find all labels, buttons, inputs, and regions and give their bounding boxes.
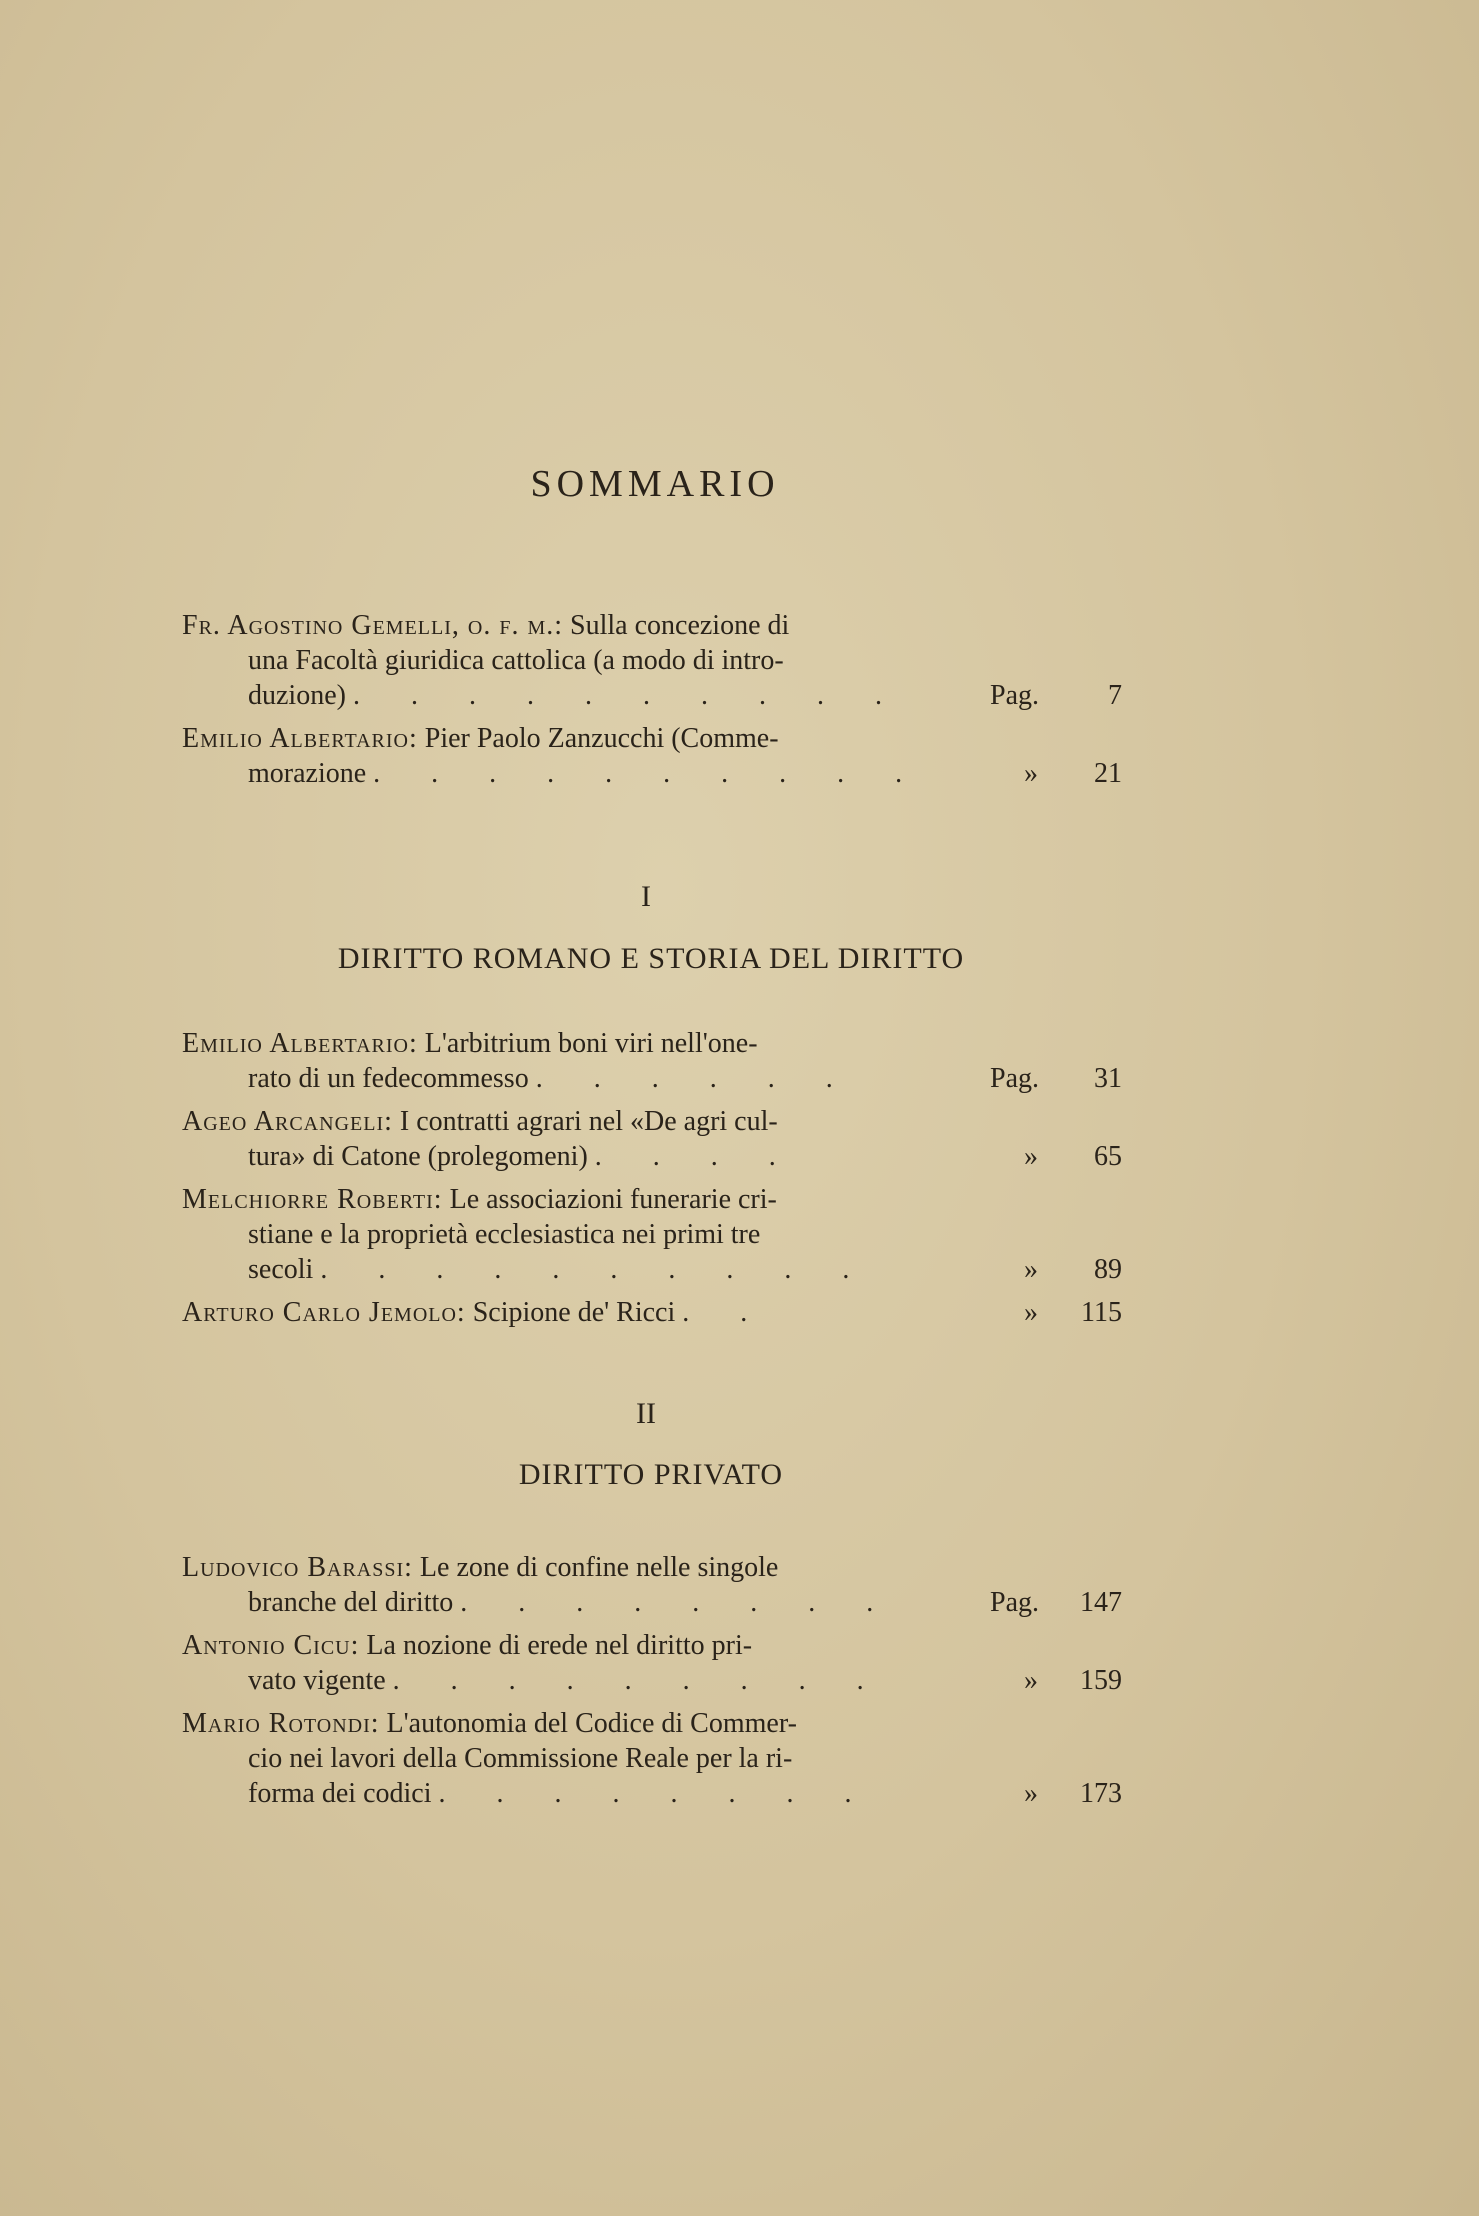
page-number: 31 (1094, 1063, 1122, 1094)
entry-title-line: duzione) (248, 680, 346, 711)
page-number: 159 (1080, 1665, 1122, 1696)
toc-entry (182, 1295, 1122, 1330)
toc-entry (182, 1104, 1122, 1174)
page-label: » (1024, 1297, 1038, 1328)
section-entries (182, 1026, 1122, 1338)
entry-author: Ageo Arcangeli: (182, 1106, 393, 1137)
entry-title-line: morazione (248, 758, 367, 789)
entry-title-line: Pier Paolo Zanzucchi (Comme- (417, 723, 779, 754)
page-number: 65 (1094, 1141, 1122, 1172)
entry-author: Antonio Cicu: (182, 1630, 360, 1661)
entry-title-line: forma dei codici (248, 1778, 432, 1809)
entry-title-line: L'arbitrium boni viri nell'one- (417, 1028, 758, 1059)
page-label: Pag. (990, 680, 1039, 711)
page-number: 7 (1108, 680, 1122, 711)
entry-title-line: Le associazioni funerarie cri- (442, 1184, 777, 1215)
entry-author: Emilio Albertario: (182, 723, 418, 754)
section-number: I (641, 880, 651, 913)
section-title: DIRITTO ROMANO E STORIA DEL DIRITTO (337, 942, 965, 975)
entry-author: Fr. Agostino Gemelli, o. f. m.: (182, 610, 564, 641)
leader-dots: . . . . . . (535, 1063, 855, 1094)
entry-author: Melchiorre Roberti: (182, 1184, 443, 1215)
section-entries (182, 1550, 1122, 1819)
page-label: » (1024, 1254, 1038, 1285)
entry-author: Emilio Albertario: (182, 1028, 418, 1059)
leader-dots: . . . . . . . . (438, 1778, 874, 1809)
toc-entry (182, 1628, 1122, 1698)
entry-title-line: secoli (248, 1254, 314, 1285)
page-number: 115 (1081, 1297, 1122, 1328)
section-title: DIRITTO PRIVATO (518, 1458, 784, 1491)
entry-title-line: vato vigente (248, 1665, 386, 1696)
entry-title-line: stiane e la proprietà ecclesiastica nei primi tre (248, 1219, 761, 1250)
section-number: II (636, 1397, 656, 1430)
entry-author: Mario Rotondi: (182, 1708, 380, 1739)
leader-dots: . . . . . . . . . . (373, 758, 925, 789)
leader-dots: . . . . . . . . . . (320, 1254, 872, 1285)
page-label: » (1024, 1665, 1038, 1696)
toc-entry (182, 608, 1122, 713)
page-label: » (1024, 758, 1038, 789)
page-number: 173 (1080, 1778, 1122, 1809)
entry-title-line: tura» di Catone (prolegomeni) (248, 1141, 588, 1172)
page-number: 21 (1094, 758, 1122, 789)
entry-title-line: Sulla concezione di (563, 610, 790, 641)
page-title: SOMMARIO (530, 463, 780, 505)
leader-dots: . . . . (594, 1141, 798, 1172)
page-number: 89 (1094, 1254, 1122, 1285)
intro-entries (182, 608, 1122, 799)
toc-entry (182, 1706, 1122, 1811)
page-label: » (1024, 1778, 1038, 1809)
entry-title-line: una Facoltà giuridica cattolica (a modo di intro- (248, 645, 784, 676)
leader-dots: . . . . . . . . . (392, 1665, 886, 1696)
entry-title-line: I contratti agrari nel «De agri cul- (392, 1106, 778, 1137)
entry-title-line: L'autonomia del Codice di Commer- (379, 1708, 797, 1739)
toc-entry (182, 721, 1122, 791)
entry-title-line: cio nei lavori della Commissione Reale per la ri- (248, 1743, 793, 1774)
entry-title-line: rato di un fedecommesso (248, 1063, 529, 1094)
page-label: Pag. (990, 1063, 1039, 1094)
leader-dots: . . (682, 1297, 770, 1328)
entry-title-line: branche del diritto (248, 1587, 454, 1618)
leader-dots: . . . . . . . . (460, 1587, 896, 1618)
page-label: » (1024, 1141, 1038, 1172)
page-label: Pag. (990, 1587, 1039, 1618)
page-number: 147 (1080, 1587, 1122, 1618)
leader-dots: . . . . . . . . . . (352, 680, 904, 711)
entry-title-line: Le zone di confine nelle singole (412, 1552, 779, 1583)
entry-author: Arturo Carlo Jemolo: (182, 1297, 466, 1328)
toc-entry (182, 1550, 1122, 1620)
entry-title-line: La nozione di erede nel diritto pri- (359, 1630, 753, 1661)
entry-author: Ludovico Barassi: (182, 1552, 413, 1583)
toc-entry (182, 1026, 1122, 1096)
toc-entry (182, 1182, 1122, 1287)
entry-title-line: Scipione de' Ricci (465, 1297, 676, 1328)
